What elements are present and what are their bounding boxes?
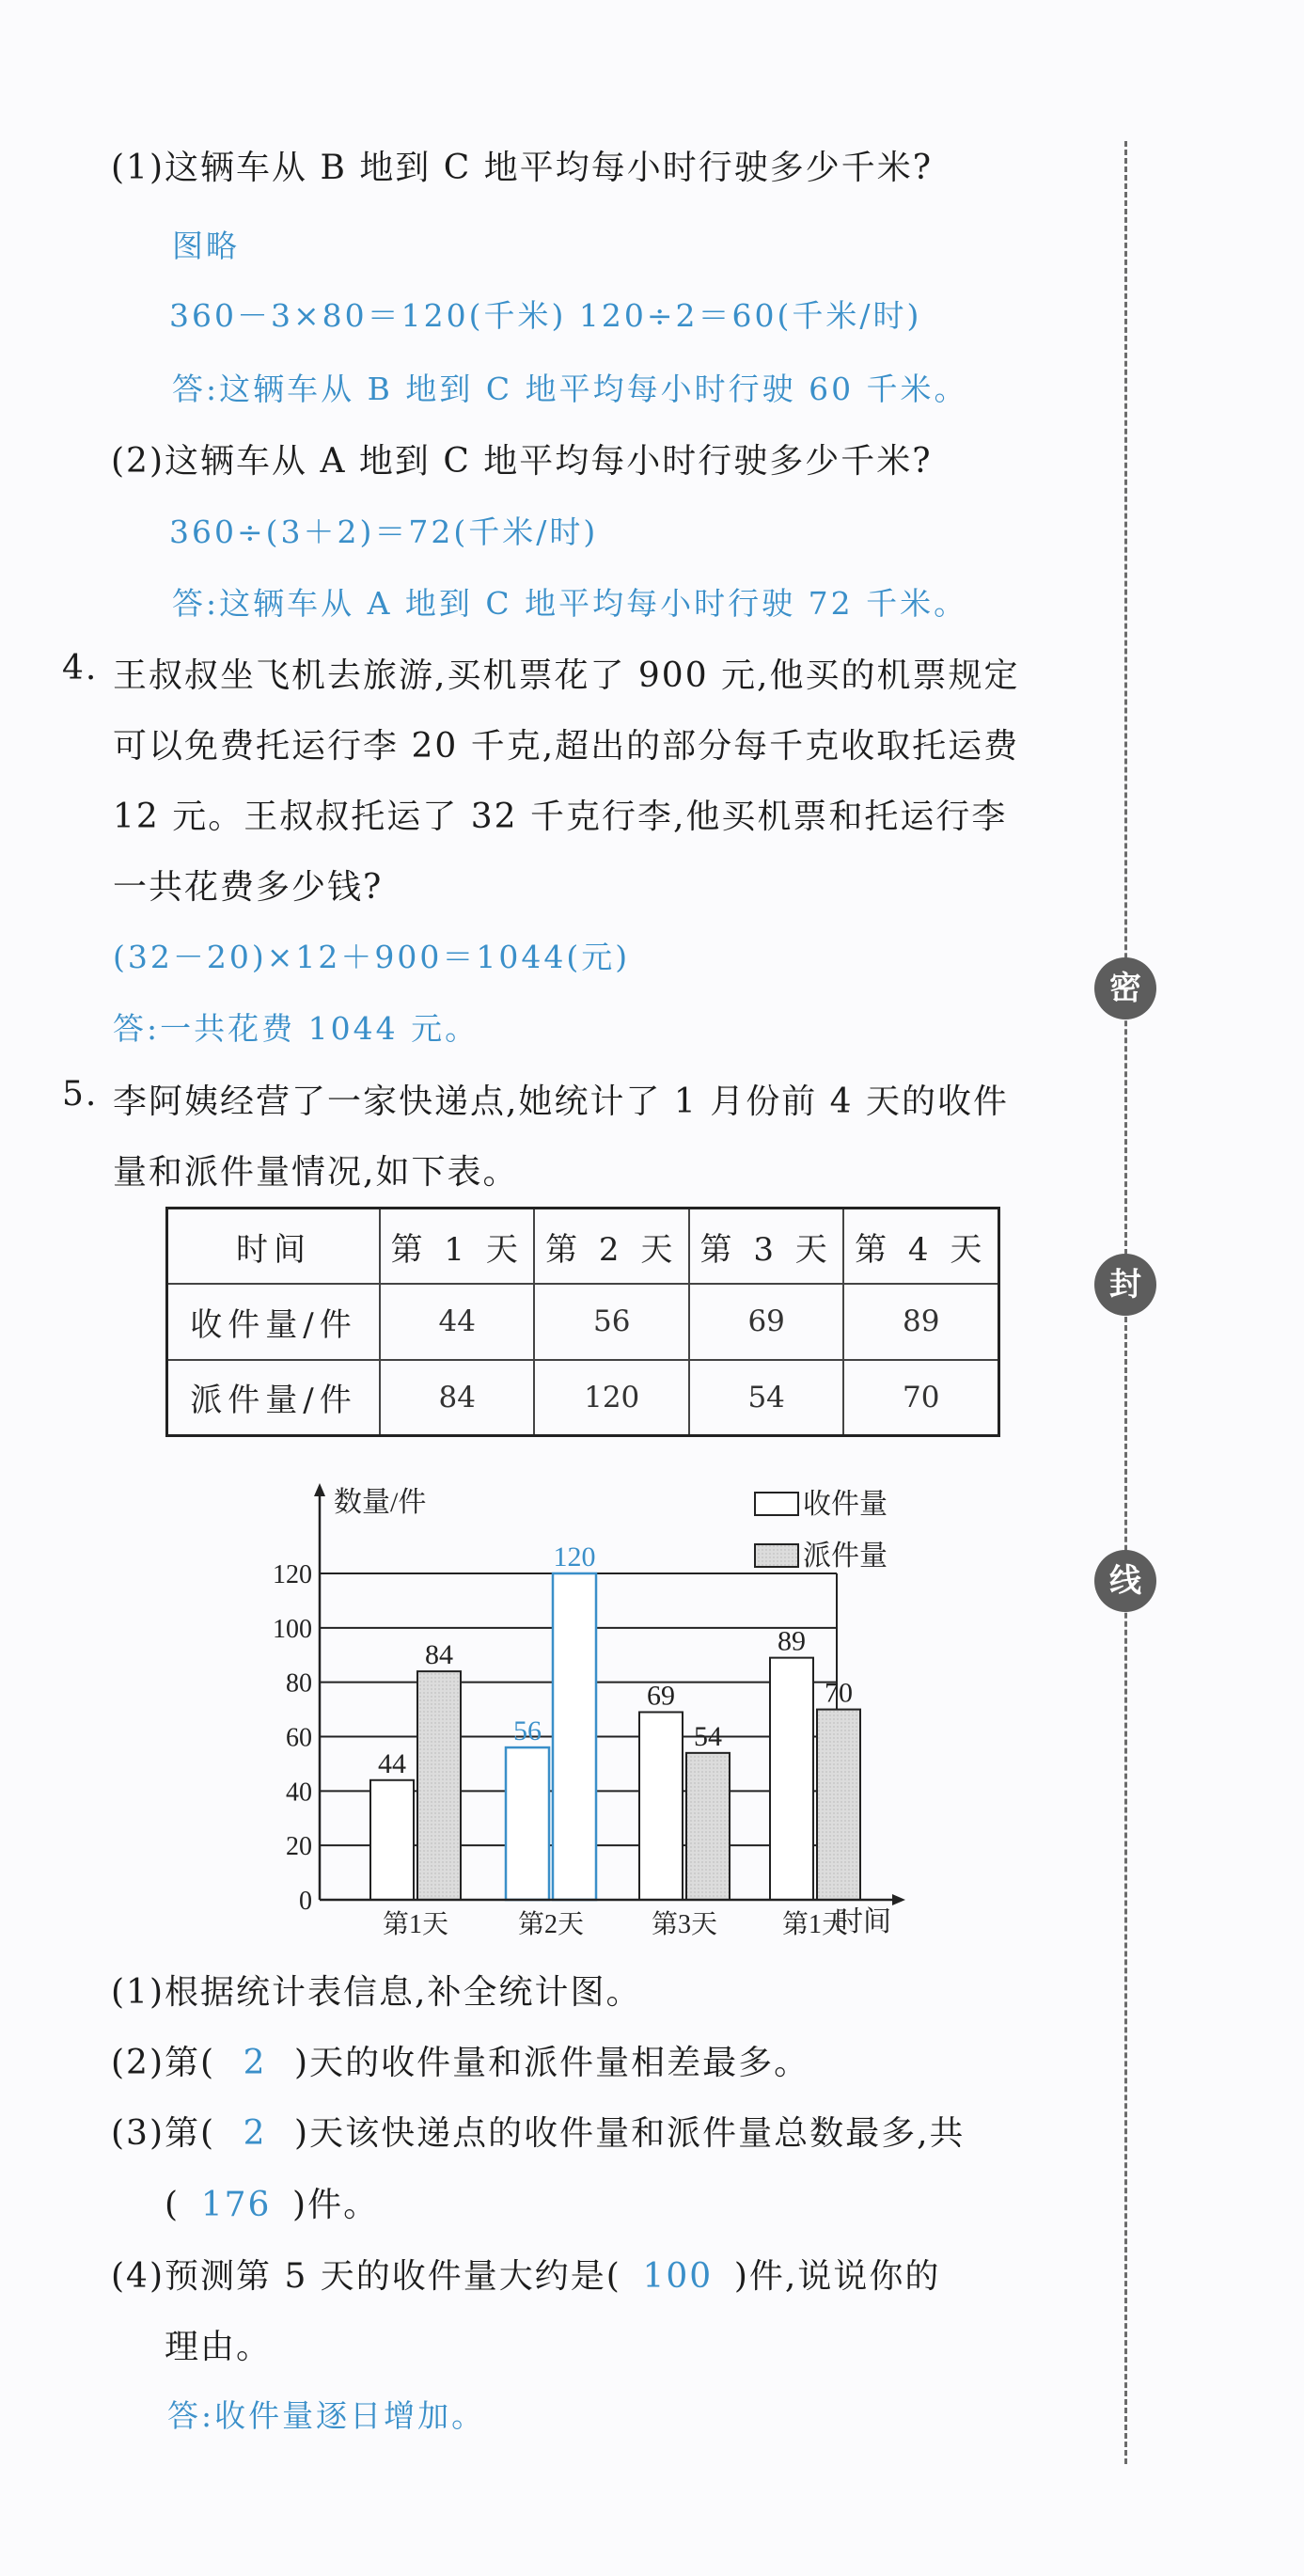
table-header-cell: 时间 <box>167 1209 381 1285</box>
table-cell: 69 <box>689 1284 843 1359</box>
legend-swatch-receive <box>755 1493 798 1515</box>
q4-number: 4. <box>62 649 99 687</box>
table-header-cell: 第 3 天 <box>689 1209 843 1285</box>
bar-chart <box>254 1462 931 1947</box>
bar-receive <box>770 1658 813 1900</box>
q5-sub3-line2-suffix: )件。 <box>292 2186 380 2224</box>
table-cell: 89 <box>843 1284 998 1359</box>
q5-sub1: (1)根据统计表信息,补全统计图。 <box>111 1973 642 2012</box>
stats-table <box>165 1207 1000 1437</box>
x-tick-label: 第2天 <box>517 1910 585 1939</box>
table-header-cell: 第 1 天 <box>380 1209 534 1285</box>
x-tick-label: 第1天 <box>781 1910 849 1939</box>
row-label: 收件量/件 <box>167 1284 381 1359</box>
y-tick-label: 100 <box>273 1614 312 1644</box>
data-label: 56 <box>513 1715 542 1747</box>
y-axis-label: 数量/件 <box>334 1487 427 1518</box>
y-tick-label: 80 <box>286 1668 312 1699</box>
seal-mi: 密 <box>1094 957 1156 1019</box>
table-row-receive <box>167 1284 999 1359</box>
table-cell: 84 <box>380 1360 534 1436</box>
x-axis-label: 时间 <box>835 1906 891 1937</box>
q4-line-2: 可以免费托运行李 20 千克,超出的部分每千克收取托运费 <box>113 727 1020 766</box>
q5-sub3-suffix: )天该快递点的收件量和派件量总数最多,共 <box>294 2114 966 2153</box>
table-cell: 44 <box>380 1284 534 1359</box>
legend-label-send: 派件量 <box>803 1541 888 1572</box>
q5-line-2: 量和派件量情况,如下表。 <box>113 1153 519 1192</box>
table-cell: 54 <box>689 1360 843 1436</box>
q3-sub1-answer: 答:这辆车从 B 地到 C 地平均每小时行驶 60 千米。 <box>172 371 968 407</box>
q3-figure-note: 图略 <box>172 228 240 264</box>
q5-sub3-prefix: (3)第( <box>111 2114 216 2153</box>
bar-send <box>417 1671 461 1900</box>
y-tick-label: 60 <box>286 1723 312 1753</box>
data-label: 54 <box>694 1720 722 1752</box>
row-label: 派件量/件 <box>167 1360 381 1436</box>
q3-sub1-calc: 360－3×80＝120(千米) 120÷2＝60(千米/时) <box>169 297 922 334</box>
q5-sub2 <box>111 2036 809 2084</box>
bar-receive <box>639 1712 683 1900</box>
q5-sub4-suffix: )件,说说你的 <box>733 2257 941 2296</box>
q3-sub2-calc: 360÷(3＋2)＝72(千米/时) <box>169 514 599 550</box>
q5-sub3-blank: 2 <box>243 2114 267 2153</box>
q5-sub3 <box>111 2107 966 2155</box>
q5-sub2-prefix: (2)第( <box>111 2044 216 2082</box>
q5-sub4-line2: 理由。 <box>165 2328 273 2366</box>
table-row-send <box>167 1360 999 1436</box>
bar-send <box>686 1753 730 1900</box>
bar-send <box>553 1573 596 1900</box>
x-axis-arrow-icon <box>892 1894 905 1905</box>
q5-sub4-answer: 答:收件量逐日增加。 <box>167 2397 486 2434</box>
legend-label-receive: 收件量 <box>803 1489 888 1520</box>
x-tick-label: 第3天 <box>651 1910 718 1939</box>
bar-receive <box>506 1747 549 1900</box>
table-cell: 120 <box>534 1360 688 1436</box>
table-header-cell: 第 4 天 <box>843 1209 998 1285</box>
y-tick-label: 120 <box>273 1560 312 1589</box>
y-axis-arrow-icon <box>314 1483 325 1496</box>
table-header-cell: 第 2 天 <box>534 1209 688 1285</box>
q5-sub3-line2-prefix: ( <box>165 2186 181 2224</box>
legend-swatch-send <box>755 1544 798 1567</box>
y-tick-label: 20 <box>286 1832 312 1862</box>
q3-sub2-answer: 答:这辆车从 A 地到 C 地平均每小时行驶 72 千米。 <box>172 585 968 622</box>
data-label: 69 <box>647 1680 675 1712</box>
data-label: 70 <box>825 1677 853 1709</box>
x-tick-label: 第1天 <box>382 1910 449 1939</box>
data-label: 89 <box>778 1625 806 1657</box>
bar-receive <box>370 1780 414 1900</box>
q3-sub2-question: (2)这辆车从 A 地到 C 地平均每小时行驶多少千米? <box>111 442 933 481</box>
q3-sub1-question: (1)这辆车从 B 地到 C 地平均每小时行驶多少千米? <box>111 149 934 187</box>
bar-send <box>817 1710 860 1900</box>
q4-answer: 答:一共花费 1044 元。 <box>113 1010 479 1047</box>
data-label: 44 <box>378 1747 406 1779</box>
q5-line-1: 李阿姨经营了一家快递点,她统计了 1 月份前 4 天的收件 <box>113 1083 1010 1121</box>
table-header-row <box>167 1209 999 1285</box>
q5-sub3-blank2: 176 <box>200 2186 272 2224</box>
q5-sub4-prefix: (4)预测第 5 天的收件量大约是( <box>111 2257 621 2296</box>
seal-xian: 线 <box>1094 1550 1156 1612</box>
q5-sub4 <box>111 2250 940 2298</box>
q4-line-4: 一共花费多少钱? <box>113 868 384 907</box>
table-cell: 56 <box>534 1284 688 1359</box>
data-label: 120 <box>553 1541 596 1572</box>
q4-line-3: 12 元。王叔叔托运了 32 千克行李,他买机票和托运行李 <box>113 798 1008 836</box>
q5-sub3-line2 <box>165 2178 379 2226</box>
q4-calc: (32－20)×12＋900＝1044(元) <box>113 939 631 975</box>
q5-number: 5. <box>62 1075 99 1114</box>
q4-line-1: 王叔叔坐飞机去旅游,买机票花了 900 元,他买的机票规定 <box>113 656 1020 695</box>
table-cell: 70 <box>843 1360 998 1436</box>
seal-feng: 封 <box>1094 1254 1156 1316</box>
data-label: 84 <box>425 1639 453 1671</box>
y-tick-label: 40 <box>286 1778 312 1808</box>
y-tick-label: 0 <box>299 1887 312 1916</box>
q5-sub2-blank: 2 <box>243 2044 267 2082</box>
q5-sub4-blank: 100 <box>642 2257 714 2296</box>
q5-sub2-suffix: )天的收件量和派件量相差最多。 <box>294 2044 810 2082</box>
